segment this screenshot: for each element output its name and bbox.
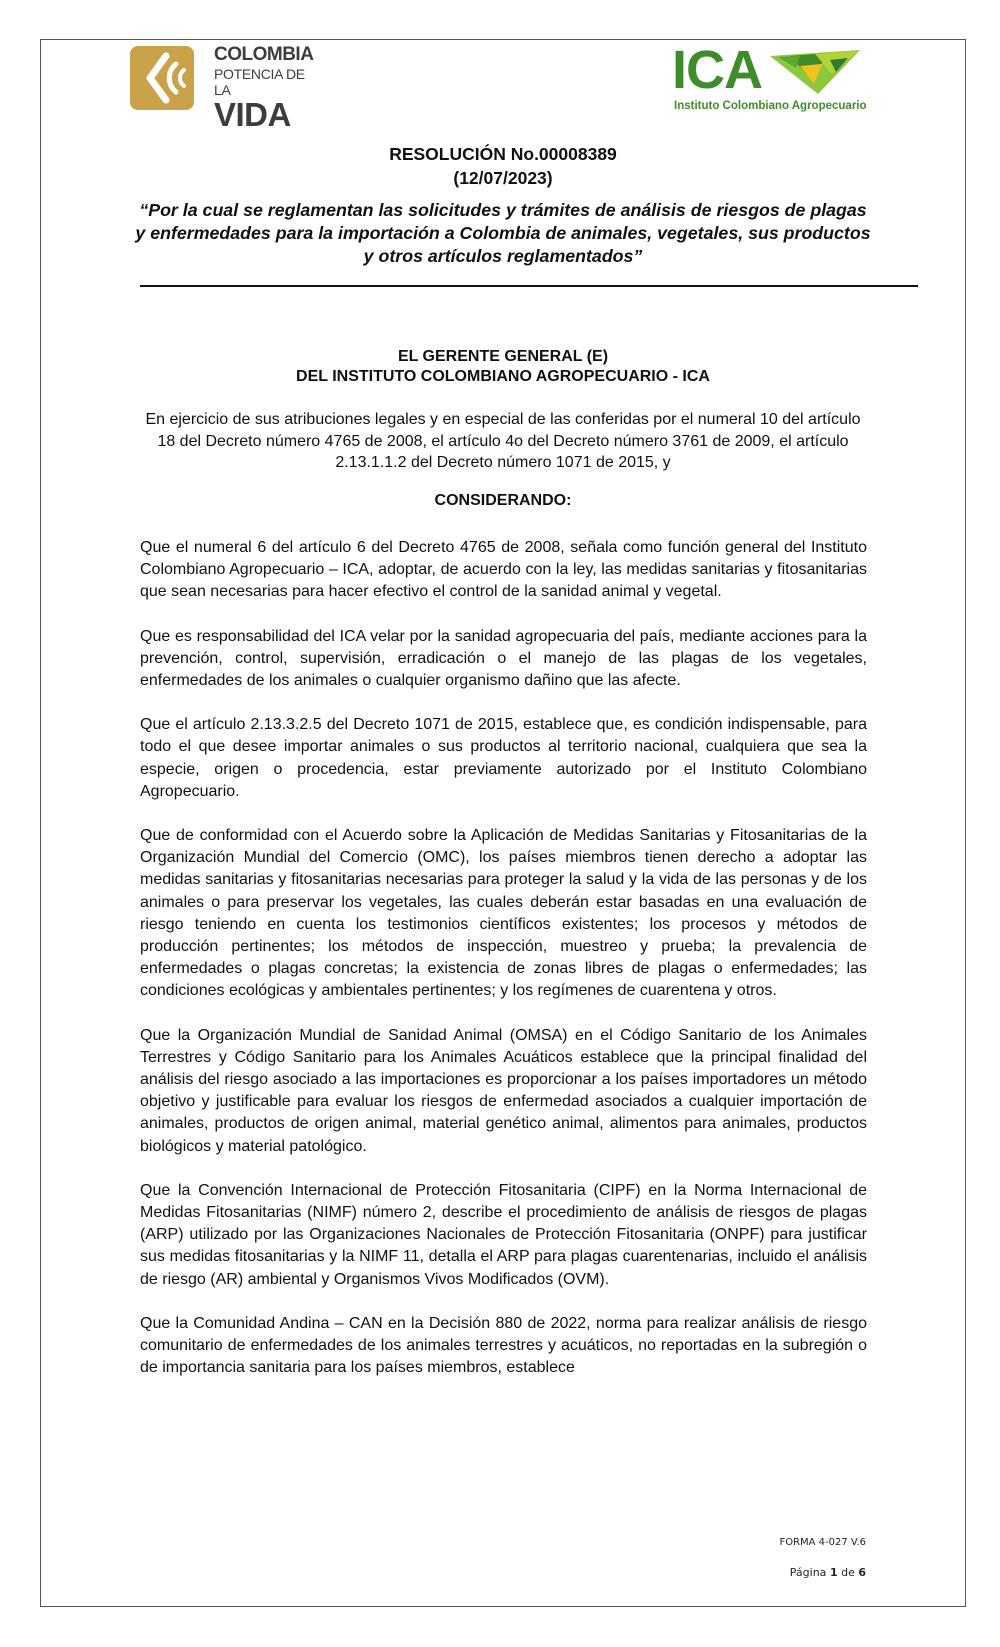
page-total: 6 xyxy=(858,1566,866,1579)
resolution-subject: “Por la cual se reglamentan las solicitudes y trámites de análisis de riesgos de plagas y enfermedades para la importación a Colombia de animales, vegetales, sus productos y otros artículos reglamentados” xyxy=(135,200,871,266)
colombia-logo-icon xyxy=(130,46,194,110)
form-code: FORMA 4-027 V.6 xyxy=(779,1537,866,1548)
considerando-heading: CONSIDERANDO: xyxy=(434,492,572,509)
authority-institution: DEL INSTITUTO COLOMBIANO AGROPECUARIO - ICA xyxy=(296,368,710,385)
paragraph: Que el numeral 6 del artículo 6 del Decreto 4765 de 2008, señala como función general del Instituto Colombiano Agropecuario – ICA, adoptar, de acuerdo con la ley, las medidas sanitarias y fitosanitarias que sean necesarias para hacer efectivo el control de la sanidad animal y vegetal. xyxy=(140,539,867,601)
resolution-date: (12/07/2023) xyxy=(453,168,553,188)
paragraph: Que el artículo 2.13.3.2.5 del Decreto 1071 de 2015, establece que, es condición indispensable, para todo el que desee importar animales o sus productos al territorio nacional, cualquiera que sea la especie, origen o procedencia, estar previamente autorizado por el Instituto Colombiano Agropecuario. xyxy=(140,716,867,800)
page-of: de xyxy=(841,1566,855,1579)
colombia-potencia-logo xyxy=(130,44,320,133)
resolution-title: RESOLUCIÓN No.00008389 xyxy=(389,144,617,164)
ica-logo-subtitle: Instituto Colombiano Agropecuario xyxy=(674,100,867,112)
authority-title: EL GERENTE GENERAL (E) xyxy=(397,348,609,365)
ica-logo-text: ICA xyxy=(672,40,762,100)
ica-leaf-icon xyxy=(770,48,860,94)
paragraph: Que la Comunidad Andina – CAN en la Decisión 880 de 2022, norma para realizar análisis de riesgo comunitario de enfermedades de los animales terrestres y acuáticos, no reportadas en la subregión o de importancia sanitaria para los países miembros, establece xyxy=(140,1314,867,1377)
header-divider xyxy=(140,285,918,287)
considerations-body xyxy=(140,537,867,1402)
page-label: Página xyxy=(789,1566,827,1579)
paragraph: Que es responsabilidad del ICA velar por la sanidad agropecuaria del país, mediante acciones para la prevención, control, supervisión, erradicación o el manejo de las plagas de los vegetales, enfermedades de los animales o cualquier organismo dañino que las afecte. xyxy=(140,627,867,690)
paragraph: Que de conformidad con el Acuerdo sobre la Aplicación de Medidas Sanitarias y Fitosanitarias de la Organización Mundial del Comercio (OMC), los países miembros tienen derecho a adoptar las medidas sanitarias y fitosanitarias necesarias para proteger la salud y la vida de las personas y de los animales o para preservar los vegetales, las cuales deberán estar basadas en una evaluación de riesgo teniendo en cuenta los testimonios científicos existentes; los procesos y métodos de producción pertinentes; los métodos de inspección, muestreo y prueba; la prevalencia de enfermedades o plagas concretas; la existencia de zonas libres de plagas o enfermedades; las condiciones ecológicas y ambientales pertinentes; y los regímenes de cuarentena y otros. xyxy=(140,827,867,1000)
authority-intro: En ejercicio de sus atribuciones legales y en especial de las conferidas por el numeral 10 del artículo 18 del Decreto número 4765 de 2008, el artículo 4o del Decreto número 3761 de 2009, el artículo 2.13.1.1.2 del Decreto número 1071 de 2015, y xyxy=(145,411,861,471)
ica-logo xyxy=(670,40,867,116)
page-current: 1 xyxy=(829,1566,838,1579)
page-number xyxy=(700,1566,866,1579)
paragraph: Que la Organización Mundial de Sanidad Animal (OMSA) en el Código Sanitario de los Animales Terrestres y Código Sanitario para los Animales Acuáticos establece que la principal finalidad del análisis del riesgo asociado a las importaciones es proporcionar a los países importadores un método objetivo y justificable para evaluar los riesgos de enfermedad asociados a cualquier importación de animales, productos de origen animal, material genético animal, alimentos para animales, productos biológicos y material patológico. xyxy=(140,1026,867,1155)
paragraph: Que la Convención Internacional de Protección Fitosanitaria (CIPF) en la Norma Internacional de Medidas Fitosanitarias (NIMF) número 2, describe el procedimiento de análisis de riesgos de plagas (ARP) utilizado por las Organizaciones Nacionales de Protección Fitosanitaria (ONPF) para justificar sus medidas fitosanitarias y la NIMF 11, detalla el ARP para plagas cuarentenarias, incluido el análisis de riesgo (AR) ambiental y Organismos Vivos Modificados (OVM). xyxy=(140,1181,867,1288)
colombia-logo-text: COLOMBIA POTENCIA DE LA VIDA xyxy=(214,44,314,133)
